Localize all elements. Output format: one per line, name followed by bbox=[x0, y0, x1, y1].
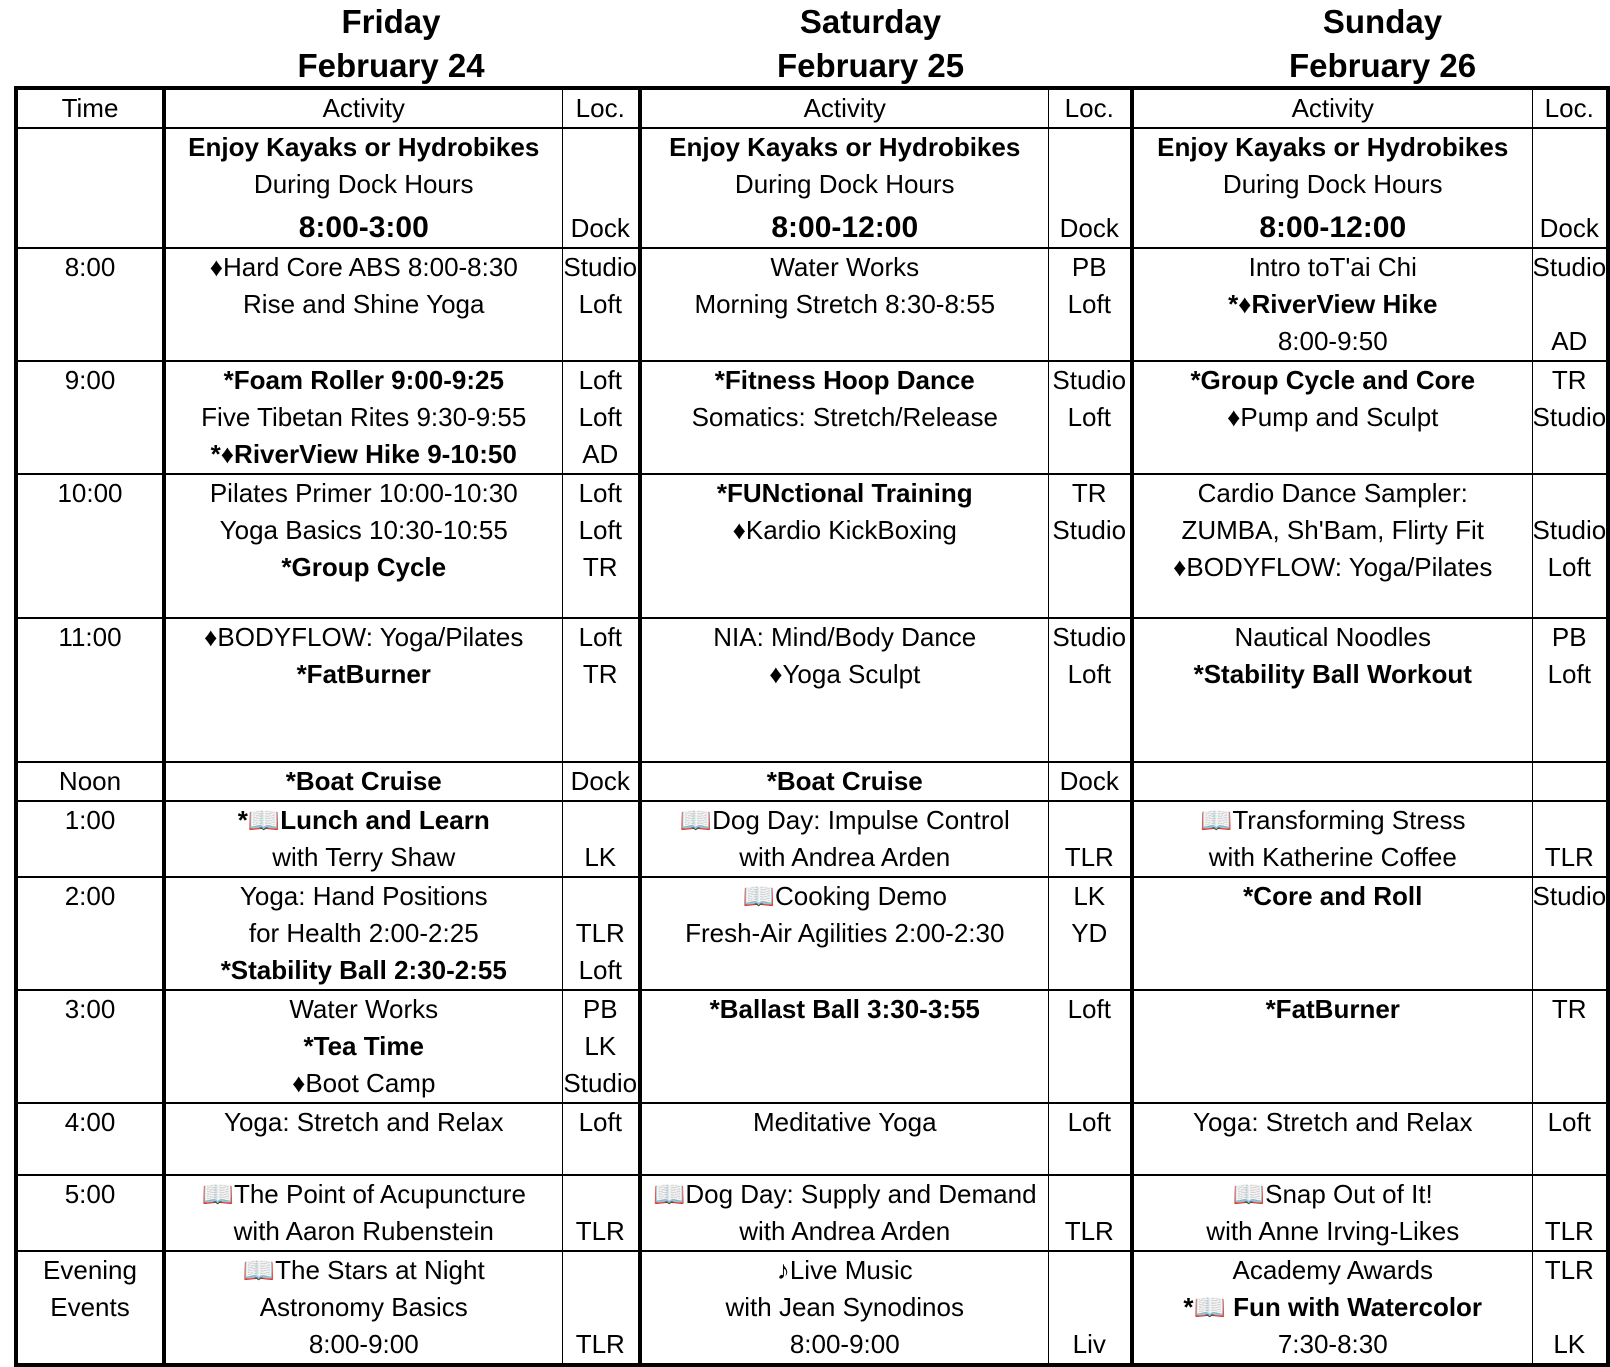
location-cell bbox=[1532, 1103, 1608, 1175]
location-label: LK bbox=[1553, 1329, 1586, 1359]
activity-label: with Andrea Arden bbox=[739, 842, 951, 872]
activity-cell bbox=[640, 877, 1048, 990]
location-cell bbox=[1532, 361, 1608, 474]
activity-label: 8:00-12:00 bbox=[771, 211, 919, 244]
activity-column-header: Activity bbox=[640, 88, 1048, 128]
location-cell bbox=[562, 801, 640, 877]
activity-label: *Fitness Hoop Dance bbox=[714, 365, 975, 395]
location-label bbox=[1533, 802, 1607, 839]
location-label: PB bbox=[1551, 622, 1587, 652]
location-cell bbox=[562, 474, 640, 618]
activity-label: ♦BODYFLOW: Yoga/Pilates bbox=[204, 622, 524, 652]
location-label bbox=[563, 166, 639, 203]
time-slot-row bbox=[16, 1175, 1608, 1251]
time-slot-row bbox=[16, 248, 1608, 361]
activity-label: *📖 Fun with Watercolor bbox=[1183, 1292, 1483, 1322]
activity-cell bbox=[164, 1103, 562, 1175]
location-cell bbox=[562, 618, 640, 762]
time-label: 1:00 bbox=[64, 805, 116, 835]
activity-cell bbox=[640, 801, 1048, 877]
activity-cell bbox=[1132, 1251, 1532, 1365]
location-label: Loft bbox=[1067, 1107, 1111, 1137]
activity-label: *📖Lunch and Learn bbox=[237, 805, 490, 835]
location-label: Studio bbox=[1532, 515, 1607, 545]
location-label: TLR bbox=[1064, 842, 1114, 872]
activity-label: 📖Dog Day: Supply and Demand bbox=[652, 1179, 1037, 1209]
location-label: Studio bbox=[1052, 622, 1127, 652]
activity-label: ♦Boot Camp bbox=[292, 1068, 436, 1098]
time-label: Evening bbox=[43, 1255, 137, 1285]
activity-label: Fresh-Air Agilities 2:00-2:30 bbox=[685, 918, 1005, 948]
location-label bbox=[1533, 475, 1607, 512]
location-cell bbox=[1048, 1175, 1132, 1251]
activity-label: ♦Hard Core ABS 8:00-8:30 bbox=[209, 252, 518, 282]
activity-label: *Boat Cruise bbox=[766, 766, 923, 796]
activity-cell bbox=[1132, 248, 1532, 361]
time-cell bbox=[16, 990, 164, 1103]
activity-label: Meditative Yoga bbox=[752, 1107, 937, 1137]
location-label: PB bbox=[1071, 252, 1107, 282]
activity-label: *FUNctional Training bbox=[716, 478, 973, 508]
time-label: 8:00 bbox=[64, 252, 116, 282]
day-name: Friday bbox=[341, 3, 441, 40]
location-label: Loft bbox=[578, 515, 622, 545]
location-cell bbox=[1532, 990, 1608, 1103]
activity-label: ♪Live Music bbox=[776, 1255, 913, 1285]
activity-cell bbox=[1132, 618, 1532, 762]
location-label: Loft bbox=[578, 365, 622, 395]
location-label: TR bbox=[582, 659, 618, 689]
location-label: Dock bbox=[570, 766, 630, 796]
activity-cell bbox=[164, 762, 562, 801]
activity-cell bbox=[164, 618, 562, 762]
location-cell bbox=[562, 877, 640, 990]
location-label: Liv bbox=[1072, 1329, 1106, 1359]
activity-label: *FatBurner bbox=[296, 659, 431, 689]
activity-cell bbox=[1132, 1103, 1532, 1175]
location-label: Loft bbox=[1067, 659, 1111, 689]
loc-column-header: Loc. bbox=[1048, 88, 1132, 128]
time-slot-row bbox=[16, 990, 1608, 1103]
time-label: 9:00 bbox=[64, 365, 116, 395]
time-cell bbox=[16, 1251, 164, 1365]
time-label: 3:00 bbox=[64, 994, 116, 1024]
day-header-sunday bbox=[1150, 0, 1610, 86]
location-label: TLR bbox=[575, 1216, 625, 1246]
location-cell bbox=[1532, 248, 1608, 361]
activity-label: Yoga: Stretch and Relax bbox=[1193, 1107, 1473, 1137]
activity-label: 📖Snap Out of It! bbox=[1232, 1179, 1433, 1209]
time-cell bbox=[16, 1175, 164, 1251]
activity-label: Intro toT'ai Chi bbox=[1248, 252, 1417, 282]
activity-label: *Foam Roller 9:00-9:25 bbox=[223, 365, 504, 395]
time-label: 2:00 bbox=[64, 881, 116, 911]
location-cell bbox=[562, 361, 640, 474]
location-label: Studio bbox=[1052, 515, 1127, 545]
day-header-friday bbox=[160, 0, 622, 86]
location-label: Dock bbox=[570, 213, 630, 243]
activity-label: 8:00-9:00 bbox=[308, 1329, 419, 1359]
activity-cell bbox=[1132, 128, 1532, 248]
activity-cell bbox=[640, 128, 1048, 248]
activity-label: *Boat Cruise bbox=[285, 766, 442, 796]
location-label: TR bbox=[1071, 478, 1107, 508]
activity-cell bbox=[164, 248, 562, 361]
time-cell bbox=[16, 361, 164, 474]
time-slot-row bbox=[16, 877, 1608, 990]
activity-label: 📖Transforming Stress bbox=[1200, 805, 1466, 835]
location-label: TR bbox=[1551, 365, 1587, 395]
location-cell bbox=[1532, 762, 1608, 801]
activity-label: for Health 2:00-2:25 bbox=[248, 918, 479, 948]
location-label bbox=[1049, 802, 1131, 839]
activity-label: Yoga: Stretch and Relax bbox=[224, 1107, 504, 1137]
location-label: Loft bbox=[578, 622, 622, 652]
activity-label: 8:00-3:00 bbox=[298, 211, 429, 244]
location-label: TLR bbox=[1544, 842, 1594, 872]
location-label bbox=[1533, 166, 1607, 203]
activity-label: During Dock Hours bbox=[253, 169, 474, 199]
activity-label: Yoga: Hand Positions bbox=[239, 881, 488, 911]
activity-label: Enjoy Kayaks or Hydrobikes bbox=[669, 132, 1021, 162]
location-label bbox=[1533, 286, 1607, 323]
activity-cell bbox=[640, 1251, 1048, 1365]
location-label: TLR bbox=[1544, 1216, 1594, 1246]
location-label bbox=[1533, 763, 1607, 800]
activity-label: *♦RiverView Hike 9-10:50 bbox=[210, 439, 517, 469]
location-cell bbox=[1532, 877, 1608, 990]
activity-label: 📖The Stars at Night bbox=[242, 1255, 485, 1285]
activity-label: Water Works bbox=[289, 994, 439, 1024]
location-label: TLR bbox=[575, 1329, 625, 1359]
activity-label: Astronomy Basics bbox=[259, 1292, 468, 1322]
activity-cell bbox=[640, 762, 1048, 801]
time-slot-row bbox=[16, 762, 1608, 801]
location-cell bbox=[562, 128, 640, 248]
location-cell bbox=[1532, 474, 1608, 618]
activity-label: ♦Kardio KickBoxing bbox=[732, 515, 957, 545]
location-label: Studio bbox=[563, 1068, 638, 1098]
activity-cell bbox=[640, 1103, 1048, 1175]
activity-label: *Stability Ball Workout bbox=[1193, 659, 1472, 689]
time-slot-row bbox=[16, 128, 1608, 248]
day-name: Sunday bbox=[1322, 3, 1443, 40]
activity-label: *Ballast Ball 3:30-3:55 bbox=[709, 994, 980, 1024]
location-label: Studio bbox=[1532, 402, 1607, 432]
activity-label: During Dock Hours bbox=[1222, 169, 1443, 199]
loc-column-header: Loc. bbox=[562, 88, 640, 128]
activity-cell bbox=[164, 990, 562, 1103]
activity-label: NIA: Mind/Body Dance bbox=[713, 622, 977, 652]
location-cell bbox=[1532, 801, 1608, 877]
location-cell bbox=[1048, 877, 1132, 990]
location-label: PB bbox=[582, 994, 618, 1024]
activity-label: *Tea Time bbox=[303, 1031, 424, 1061]
location-cell bbox=[562, 248, 640, 361]
activity-label: 8:00-9:50 bbox=[1277, 326, 1388, 356]
activity-label: *Core and Roll bbox=[1243, 881, 1423, 911]
location-label: Loft bbox=[1067, 994, 1111, 1024]
day-date: February 24 bbox=[297, 47, 485, 84]
time-label bbox=[18, 129, 162, 166]
activity-cell bbox=[164, 1175, 562, 1251]
location-cell bbox=[1048, 762, 1132, 801]
activity-label: *Group Cycle bbox=[281, 552, 447, 582]
location-cell bbox=[1048, 990, 1132, 1103]
location-label: Dock bbox=[1059, 213, 1119, 243]
time-slot-row bbox=[16, 801, 1608, 877]
activity-cell bbox=[640, 990, 1048, 1103]
activity-cell bbox=[164, 361, 562, 474]
location-cell bbox=[1048, 1103, 1132, 1175]
activity-cell bbox=[164, 474, 562, 618]
schedule-body bbox=[16, 128, 1608, 1365]
location-cell bbox=[562, 762, 640, 801]
location-label bbox=[1049, 1289, 1131, 1326]
activity-label: Enjoy Kayaks or Hydrobikes bbox=[188, 132, 540, 162]
activity-label: with Katherine Coffee bbox=[1208, 842, 1457, 872]
location-label: TR bbox=[582, 552, 618, 582]
location-label: Loft bbox=[578, 955, 622, 985]
activity-cell bbox=[1132, 990, 1532, 1103]
location-label: Loft bbox=[578, 478, 622, 508]
location-label bbox=[1049, 1176, 1131, 1213]
location-label: AD bbox=[582, 439, 619, 469]
activity-label: *Stability Ball 2:30-2:55 bbox=[220, 955, 507, 985]
activity-label: Somatics: Stretch/Release bbox=[691, 402, 998, 432]
location-label: Dock bbox=[1539, 213, 1599, 243]
time-slot-row bbox=[16, 1251, 1608, 1365]
location-label: Loft bbox=[1067, 289, 1111, 319]
activity-cell bbox=[164, 801, 562, 877]
location-cell bbox=[1048, 128, 1132, 248]
location-cell bbox=[1048, 618, 1132, 762]
activity-label: 8:00-9:00 bbox=[789, 1329, 900, 1359]
time-label: Noon bbox=[58, 766, 122, 796]
activity-cell bbox=[1132, 877, 1532, 990]
location-cell bbox=[562, 1175, 640, 1251]
activity-cell bbox=[640, 248, 1048, 361]
location-cell bbox=[1048, 801, 1132, 877]
location-label bbox=[563, 1252, 639, 1289]
location-cell bbox=[1048, 248, 1132, 361]
activity-column-header: Activity bbox=[1132, 88, 1532, 128]
activity-column-header: Activity bbox=[164, 88, 562, 128]
time-cell bbox=[16, 801, 164, 877]
activity-label: Cardio Dance Sampler: bbox=[1197, 478, 1468, 508]
time-cell bbox=[16, 877, 164, 990]
time-cell bbox=[16, 474, 164, 618]
activity-cell bbox=[640, 361, 1048, 474]
activity-label: 8:00-12:00 bbox=[1259, 211, 1407, 244]
activity-cell bbox=[1132, 474, 1532, 618]
location-label: Dock bbox=[1059, 766, 1119, 796]
time-slot-row bbox=[16, 618, 1608, 762]
day-header-saturday bbox=[638, 0, 1103, 86]
activity-label: 📖Cooking Demo bbox=[742, 881, 947, 911]
activity-label: with Andrea Arden bbox=[739, 1216, 951, 1246]
location-label: YD bbox=[1071, 918, 1108, 948]
day-name: Saturday bbox=[799, 3, 942, 40]
location-label: Studio bbox=[1532, 252, 1607, 282]
activity-label: ZUMBA, Sh'Bam, Flirty Fit bbox=[1181, 515, 1485, 545]
activity-cell bbox=[164, 128, 562, 248]
location-label: Loft bbox=[1067, 402, 1111, 432]
location-label bbox=[1049, 129, 1131, 166]
activity-label: Academy Awards bbox=[1232, 1255, 1433, 1285]
location-cell bbox=[562, 1103, 640, 1175]
activity-label: 7:30-8:30 bbox=[1277, 1329, 1388, 1359]
activity-cell bbox=[640, 1175, 1048, 1251]
activity-label: with Aaron Rubenstein bbox=[233, 1216, 494, 1246]
location-label bbox=[1049, 1252, 1131, 1289]
location-cell bbox=[1532, 618, 1608, 762]
activity-label: *FatBurner bbox=[1265, 994, 1400, 1024]
activity-cell bbox=[1132, 1175, 1532, 1251]
activity-label: Nautical Noodles bbox=[1234, 622, 1432, 652]
activity-label: ♦BODYFLOW: Yoga/Pilates bbox=[1173, 552, 1493, 582]
time-column-header: Time bbox=[16, 88, 164, 128]
column-header-row bbox=[16, 88, 1608, 128]
location-label: Loft bbox=[1547, 659, 1591, 689]
activity-cell bbox=[1132, 361, 1532, 474]
time-label: Events bbox=[50, 1292, 130, 1322]
activity-cell bbox=[164, 877, 562, 990]
activity-label: 📖The Point of Acupuncture bbox=[201, 1179, 526, 1209]
activity-cell bbox=[164, 1251, 562, 1365]
location-label: LK bbox=[584, 1031, 617, 1061]
activity-label: Pilates Primer 10:00-10:30 bbox=[209, 478, 518, 508]
location-label: TLR bbox=[1544, 1255, 1594, 1285]
time-label: 5:00 bbox=[64, 1179, 116, 1209]
activity-label: *♦RiverView Hike bbox=[1228, 289, 1438, 319]
location-label bbox=[1533, 1289, 1607, 1326]
activity-label: Yoga Basics 10:30-10:55 bbox=[219, 515, 508, 545]
activity-label: Morning Stretch 8:30-8:55 bbox=[694, 289, 996, 319]
time-slot-row bbox=[16, 1103, 1608, 1175]
activity-label: Rise and Shine Yoga bbox=[243, 289, 485, 319]
location-label: AD bbox=[1551, 326, 1588, 356]
activity-label: *Group Cycle and Core bbox=[1190, 365, 1476, 395]
activity-label: During Dock Hours bbox=[734, 169, 955, 199]
time-label: 4:00 bbox=[64, 1107, 116, 1137]
location-label: TLR bbox=[575, 918, 625, 948]
location-label bbox=[563, 802, 639, 839]
activity-label: 📖Dog Day: Impulse Control bbox=[679, 805, 1010, 835]
time-label: 10:00 bbox=[57, 478, 123, 508]
activity-label: with Anne Irving-Likes bbox=[1206, 1216, 1460, 1246]
activity-label: with Jean Synodinos bbox=[725, 1292, 964, 1322]
day-date: February 26 bbox=[1288, 47, 1477, 84]
location-label: Studio bbox=[1052, 365, 1127, 395]
loc-column-header: Loc. bbox=[1532, 88, 1608, 128]
location-label bbox=[1533, 1176, 1607, 1213]
activity-label: ♦Yoga Sculpt bbox=[769, 659, 921, 689]
time-cell bbox=[16, 128, 164, 248]
location-label: LK bbox=[584, 842, 617, 872]
day-date: February 25 bbox=[776, 47, 965, 84]
activity-label: Enjoy Kayaks or Hydrobikes bbox=[1157, 132, 1509, 162]
location-label: Loft bbox=[578, 289, 622, 319]
time-label: 11:00 bbox=[58, 622, 122, 652]
location-label bbox=[563, 878, 639, 915]
location-label: Studio bbox=[563, 252, 638, 282]
location-cell bbox=[562, 1251, 640, 1365]
time-cell bbox=[16, 618, 164, 762]
location-label: Loft bbox=[1547, 1107, 1591, 1137]
activity-label: with Terry Shaw bbox=[272, 842, 456, 872]
activity-cell bbox=[640, 618, 1048, 762]
location-cell bbox=[1048, 1251, 1132, 1365]
location-cell bbox=[1532, 128, 1608, 248]
time-slot-row bbox=[16, 361, 1608, 474]
activity-cell bbox=[640, 474, 1048, 618]
location-label bbox=[563, 129, 639, 166]
location-label: Loft bbox=[578, 402, 622, 432]
activity-cell bbox=[1132, 762, 1532, 801]
activity-label bbox=[1134, 763, 1532, 800]
activity-label: Water Works bbox=[770, 252, 920, 282]
location-cell bbox=[562, 990, 640, 1103]
activity-label: ♦Pump and Sculpt bbox=[1227, 402, 1439, 432]
location-label: TLR bbox=[1064, 1216, 1114, 1246]
location-cell bbox=[1048, 474, 1132, 618]
location-label: Loft bbox=[1547, 552, 1591, 582]
time-slot-row bbox=[16, 474, 1608, 618]
schedule-table bbox=[14, 86, 1610, 1367]
location-label bbox=[563, 1289, 639, 1326]
location-label bbox=[1533, 129, 1607, 166]
time-cell bbox=[16, 1103, 164, 1175]
time-cell bbox=[16, 762, 164, 801]
location-label bbox=[1049, 166, 1131, 203]
location-label: LK bbox=[1073, 881, 1106, 911]
activity-label: Five Tibetan Rites 9:30-9:55 bbox=[201, 402, 527, 432]
location-label: Loft bbox=[578, 1107, 622, 1137]
location-label bbox=[563, 1176, 639, 1213]
location-cell bbox=[1048, 361, 1132, 474]
location-label: TR bbox=[1551, 994, 1587, 1024]
activity-cell bbox=[1132, 801, 1532, 877]
time-cell bbox=[16, 248, 164, 361]
location-label: Studio bbox=[1532, 881, 1607, 911]
location-cell bbox=[1532, 1175, 1608, 1251]
location-cell bbox=[1532, 1251, 1608, 1365]
